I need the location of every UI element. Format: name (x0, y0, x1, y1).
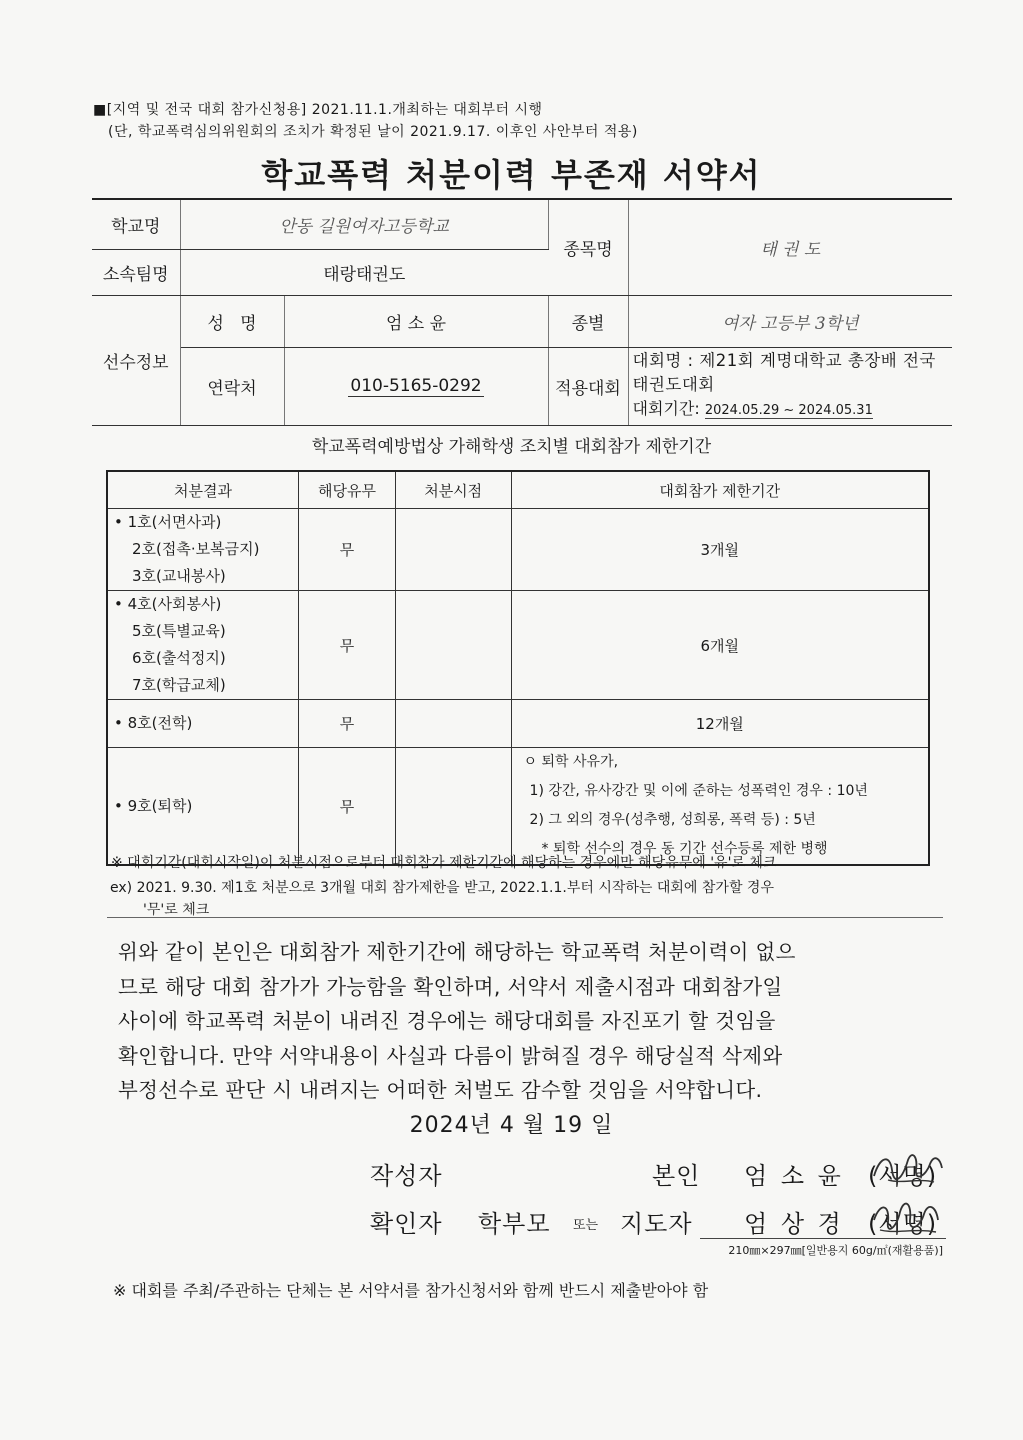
pledge-line: 위와 같이 본인은 대회참가 제한기간에 해당하는 학교폭력 처분이력이 없으 (118, 940, 796, 964)
level-item: 6호(출석정지) (132, 649, 226, 667)
sport-label: 종목명 (548, 199, 628, 295)
time-cell (395, 509, 511, 591)
header-line-1: ■[지역 및 전국 대회 참가신청용] 2021.11.1.개최하는 대회부터 시행 (93, 102, 543, 118)
school-label: 학교명 (92, 199, 180, 249)
event-name: 대회명 : 제21회 계명대학교 총장배 전국태권도대회 (632, 351, 936, 394)
school-value: 안동 길원여자고등학교 (180, 199, 548, 249)
confirmer-handwritten-signature (866, 1194, 946, 1240)
measures-table (106, 470, 930, 866)
pledge-line: 므로 해당 대회 참가가 가능함을 확인하며, 서약서 제출시점과 대회참가일 (118, 974, 783, 999)
level-item: • 8호(전학) (114, 714, 193, 732)
pledge-line: 확인합니다. 만약 서약내용이 사실과 다름이 밝혀질 경우 해당실적 삭제와 (118, 1043, 783, 1068)
header-line-2: (단, 학교폭력심의위원회의 조치가 확정된 날이 2021.9.17. 이후인 사안부터 적용) (108, 124, 638, 140)
expulsion-reasons (511, 748, 929, 866)
footer-note: ※ 대회를 주최/주관하는 단체는 본 서약서를 참가신청서와 함께 반드시 제출받아야 함 (113, 1281, 709, 1300)
period-cell: 6개월 (511, 591, 929, 700)
header-applicable: 해당유무 (299, 471, 396, 509)
period-cell: 12개월 (511, 700, 929, 748)
info-table (92, 198, 952, 426)
self-label: 본인 (652, 1162, 701, 1190)
confirmer-label: 확인자 (370, 1210, 443, 1238)
contact-label: 연락처 (180, 347, 284, 425)
applicable-cell: 무 (299, 700, 396, 748)
writer-sign-label: (서명) (868, 1162, 938, 1190)
confirmer-name: 엄 상 경 (744, 1210, 844, 1238)
document-title: 학교폭력 처분이력 부존재 서약서 (261, 156, 762, 194)
applicable-cell: 무 (299, 509, 396, 591)
header-result: 처분결과 (107, 471, 299, 509)
level-item: • 4호(사회봉사) (114, 595, 222, 613)
pledge-line: 부정선수로 판단 시 내려지는 어떠한 처벌도 감수할 것임을 서약합니다. (118, 1078, 763, 1102)
level-item: • 9호(퇴학) (114, 796, 193, 815)
levels-9 (107, 748, 299, 866)
header-period: 대회참가 제한기간 (511, 471, 929, 509)
name-label: 성 명 (180, 295, 284, 347)
level-item: 7호(학급교체) (132, 676, 226, 694)
name-value: 엄 소 윤 (284, 295, 548, 347)
sport-value: 태 권 도 (628, 199, 952, 295)
level-item: 2호(접촉·보복금지) (132, 540, 260, 558)
reason-line: * 퇴학 선수의 경우 동 기간 선수등록 제한 병행 (541, 841, 828, 857)
parent-label: 학부모 (478, 1210, 551, 1238)
paper-divider (700, 1238, 946, 1239)
event-label: 적용대회 (548, 347, 628, 425)
level-item: 3호(교내봉사) (132, 567, 226, 585)
note-3: '무'로 체크 (143, 902, 210, 918)
pledge-text (118, 935, 930, 1108)
note-1: ※ 대회기간(대회시작일)이 처분시점으로부터 대회참가 제한기간에 해당하는 경우에만 해당유무에 '유'로 체크 (111, 855, 777, 871)
team-label: 소속팀명 (92, 249, 180, 295)
writer-name: 엄 소 윤 (744, 1162, 844, 1190)
levels-1-3 (107, 509, 299, 591)
contact-value: 010-5165-0292 (350, 376, 482, 396)
pledge-line: 사이에 학교폭력 처분이 내려진 경우에는 해당대회를 자진포기 할 것임을 (118, 1009, 776, 1033)
sign-date: 2024년 4 월 19 일 (409, 1113, 614, 1138)
division-value: 여자 고등부 3학년 (628, 295, 952, 347)
or-label: 또는 (573, 1218, 599, 1233)
time-cell (395, 700, 511, 748)
level-item: 5호(특별교육) (132, 622, 226, 640)
event-period-value: 2024.05.29 ~ 2024.05.31 (704, 403, 873, 418)
note-2: ex) 2021. 9.30. 제1호 처분으로 3개월 대회 참가제한을 받고, 2022.1.1.부터 시작하는 대회에 참가할 경우 (110, 880, 774, 896)
division-label: 종별 (548, 295, 628, 347)
reason-line: ㅇ 퇴학 사유가, (523, 754, 619, 770)
writer-label: 작성자 (370, 1162, 443, 1190)
header-time: 처분시점 (395, 471, 511, 509)
writer-handwritten-signature (868, 1146, 948, 1192)
event-period-label: 대회기간: (632, 399, 700, 418)
coach-label: 지도자 (620, 1210, 693, 1238)
team-value: 태랑태권도 (180, 249, 548, 295)
divider (107, 917, 943, 918)
reason-line: 2) 그 외의 경우(성추행, 성희롱, 폭력 등) : 5년 (529, 812, 816, 828)
time-cell (395, 748, 511, 866)
applicable-cell: 무 (299, 748, 396, 866)
applicable-cell: 무 (299, 591, 396, 700)
levels-4-7 (107, 591, 299, 700)
section-title: 학교폭력예방법상 가해학생 조치별 대회참가 제한기간 (311, 437, 712, 457)
time-cell (395, 591, 511, 700)
level-item: • 1호(서면사과) (114, 513, 222, 531)
confirmer-sign-label: (서명) (868, 1210, 938, 1238)
period-cell: 3개월 (511, 509, 929, 591)
levels-8 (107, 700, 299, 748)
reason-line: 1) 강간, 유사강간 및 이에 준하는 성폭력인 경우 : 10년 (529, 783, 868, 799)
paper-spec: 210㎜×297㎜[일반용지 60g/㎡(재활용품)] (728, 1244, 943, 1257)
athlete-label: 선수정보 (92, 295, 180, 425)
